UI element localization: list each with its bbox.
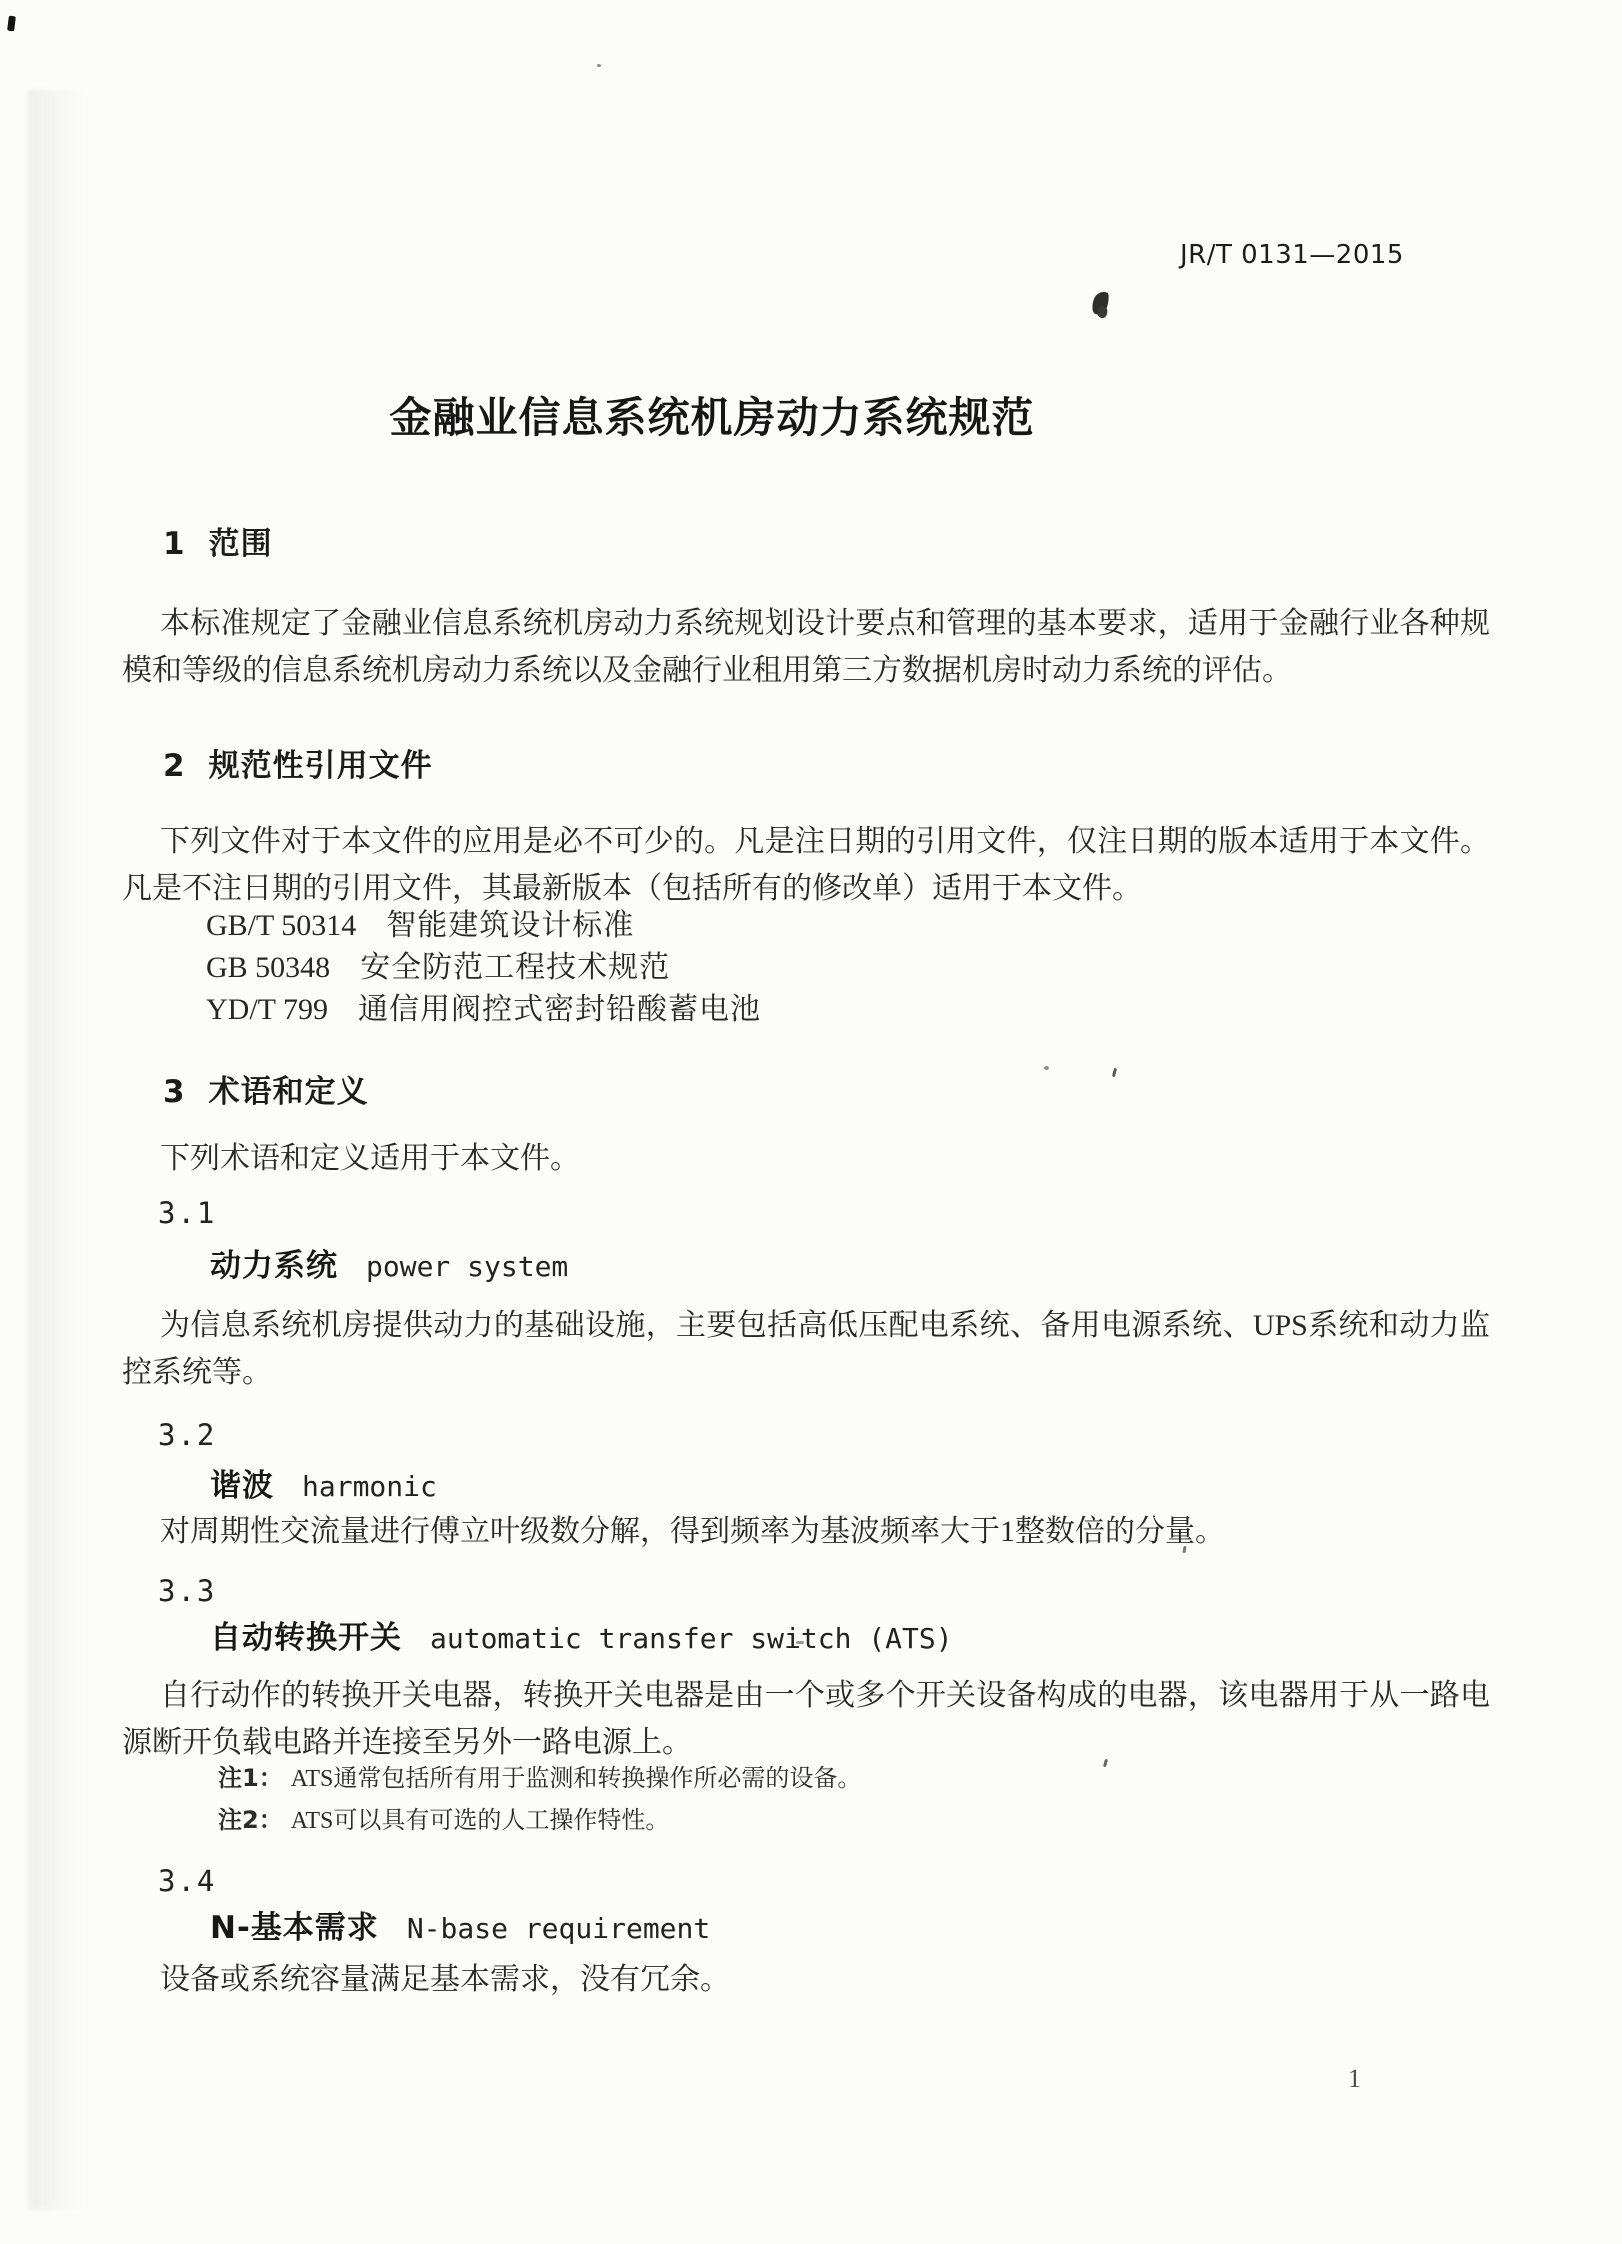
- term-3-3-note-1: [218, 1758, 861, 1793]
- section-2-title: 规范性引用文件: [208, 748, 433, 784]
- scan-speck: [597, 64, 601, 67]
- scan-speck: [1044, 1066, 1049, 1070]
- note-1-label: 注1：: [218, 1764, 283, 1792]
- term-3-4-name-en: N-base requirement: [406, 1912, 711, 1945]
- term-3-3-name-en: automatic transfer switch (ATS): [430, 1622, 953, 1655]
- standard-number: JR/T 0131—2015: [1180, 240, 1404, 270]
- reference-title: 通信用阀控式密封铅酸蓄电池: [357, 993, 761, 1026]
- reference-item: [206, 900, 634, 944]
- term-3-3-name-cn: 自动转换开关: [210, 1620, 402, 1656]
- reference-item: [206, 984, 761, 1028]
- reference-title: 智能建筑设计标准: [386, 909, 635, 942]
- term-3-4-heading: [210, 1902, 710, 1947]
- term-3-1-definition: 为信息系统机房提供动力的基础设施，主要包括高低压配电系统、备用电源系统、UPS系统和动力监控系统等。: [122, 1309, 1490, 1389]
- term-3-4-name-cn: N-基本需求: [210, 1910, 379, 1946]
- scan-speck: [1112, 1068, 1117, 1077]
- section-3-number: 3: [163, 1074, 185, 1110]
- term-3-2-definition: 对周期性交流量进行傅立叶级数分解，得到频率为基波频率大于1整数倍的分量。: [160, 1515, 1225, 1548]
- reference-code: GB/T 50314: [206, 909, 357, 942]
- reference-code: GB 50348: [206, 951, 331, 984]
- term-3-4-definition: 设备或系统容量满足基本需求，没有冗余。: [160, 1963, 730, 1996]
- section-1-heading: [163, 518, 273, 563]
- term-3-3-heading: [210, 1612, 953, 1657]
- section-3-paragraph: 下列术语和定义适用于本文件。: [160, 1142, 580, 1175]
- note-2-label: 注2：: [218, 1806, 283, 1834]
- reference-item: [206, 942, 670, 986]
- term-3-2-name-cn: 谐波: [210, 1468, 274, 1504]
- term-3-4-number: 3.4: [158, 1864, 217, 1898]
- section-3-heading: [163, 1066, 369, 1111]
- term-3-1-name-cn: 动力系统: [210, 1248, 338, 1284]
- section-2-number: 2: [163, 748, 185, 784]
- term-3-2-number: 3.2: [158, 1418, 217, 1452]
- section-1-title: 范围: [208, 526, 273, 562]
- section-1-paragraph: 本标准规定了金融业信息系统机房动力系统规划设计要点和管理的基本要求，适用于金融行业各种规模和等级的信息系统机房动力系统以及金融行业租用第三方数据机房时动力系统的评估。: [122, 607, 1490, 687]
- scan-corner-mark: [7, 16, 16, 32]
- page-number: 1: [1348, 2064, 1361, 2093]
- section-2-heading: [163, 740, 433, 785]
- term-3-2-heading: [210, 1460, 437, 1505]
- section-2-paragraph: 下列文件对于本文件的应用是必不可少的。凡是注日期的引用文件，仅注日期的版本适用于本文件。凡是不注日期的引用文件，其最新版本（包括所有的修改单）适用于本文件。: [122, 825, 1490, 905]
- term-3-2-name-en: harmonic: [302, 1470, 437, 1503]
- term-3-3-number: 3.3: [158, 1574, 217, 1608]
- section-1-number: 1: [163, 526, 185, 562]
- note-1-text: ATS通常包括所有用于监测和转换操作所必需的设备。: [290, 1766, 862, 1792]
- term-3-1-number: 3.1: [158, 1196, 217, 1230]
- reference-title: 安全防范工程技术规范: [360, 951, 671, 984]
- term-3-1-heading: [210, 1240, 568, 1285]
- document-title: 金融业信息系统机房动力系统规范: [389, 393, 1035, 442]
- ink-blot-mark: [1090, 289, 1112, 316]
- term-3-3-definition: 自行动作的转换开关电器，转换开关电器是由一个或多个开关设备构成的电器，该电器用于从一路电源断开负载电路并连接至另外一路电源上。: [122, 1679, 1490, 1759]
- term-3-1-name-en: power system: [366, 1250, 569, 1283]
- term-3-3-note-2: [218, 1800, 669, 1835]
- note-2-text: ATS可以具有可选的人工操作特性。: [290, 1808, 670, 1834]
- section-3-title: 术语和定义: [208, 1074, 369, 1110]
- reference-code: YD/T 799: [206, 993, 328, 1026]
